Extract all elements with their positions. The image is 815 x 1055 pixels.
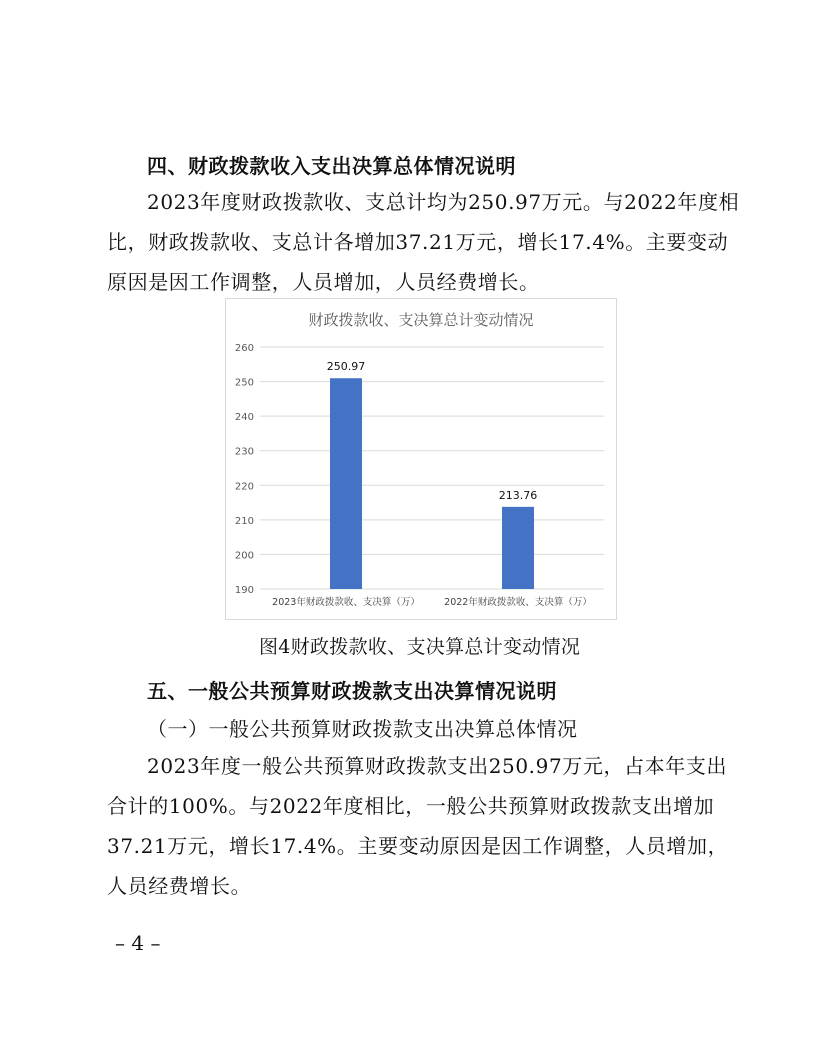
figure-caption: 图4财政拨款收、支决算总计变动情况 [259, 636, 581, 658]
y-tick-label: 260 [234, 343, 254, 354]
x-category-label: 2022年财政拨款收、支决算（万） [444, 597, 592, 608]
y-tick-label: 250 [234, 377, 254, 389]
section5-subheading: （一）一般公共预算财政拨款支出决算总体情况 [147, 717, 578, 741]
bar [330, 378, 362, 589]
data-label: 250.97 [326, 360, 366, 374]
chart-title: 财政拨款收、支决算总计变动情况 [308, 311, 534, 329]
section4-line-1: 2023年度财政拨款收、支总计均为250.97万元。与2022年度相 [147, 190, 740, 214]
data-label: 213.76 [498, 488, 538, 502]
y-tick-label: 200 [234, 550, 254, 562]
section4-heading: 四、财政拨款收入支出决算总体情况说明 [147, 154, 516, 178]
section5-heading: 五、一般公共预算财政拨款支出决算情况说明 [147, 679, 557, 703]
x-category-label: 2023年财政拨款收、支决算（万） [272, 597, 420, 608]
y-tick-label: 220 [234, 481, 254, 493]
section4-line-3: 原因是因工作调整，人员增加，人员经费增长。 [107, 270, 540, 294]
section5-line-1: 2023年度一般公共预算财政拨款支出250.97万元，占本年支出 [147, 754, 728, 778]
page-number: – 4 – [115, 931, 161, 955]
y-tick-label: 240 [234, 412, 254, 424]
y-tick-label: 190 [234, 585, 254, 596]
chart-container [225, 298, 617, 620]
section5-line-2: 合计的100%。与2022年度相比，一般公共预算财政拨款支出增加 [107, 794, 715, 818]
y-tick-label: 230 [234, 446, 254, 458]
section5-line-4: 人员经费增长。 [107, 874, 252, 898]
bar [502, 507, 534, 589]
bar-chart [226, 299, 616, 619]
section4-line-2: 比，财政拨款收、支总计各增加37.21万元，增长17.4%。主要变动 [107, 230, 729, 254]
section5-line-3: 37.21万元，增长17.4%。主要变动原因是因工作调整，人员增加， [107, 834, 729, 858]
y-tick-label: 210 [234, 515, 254, 527]
